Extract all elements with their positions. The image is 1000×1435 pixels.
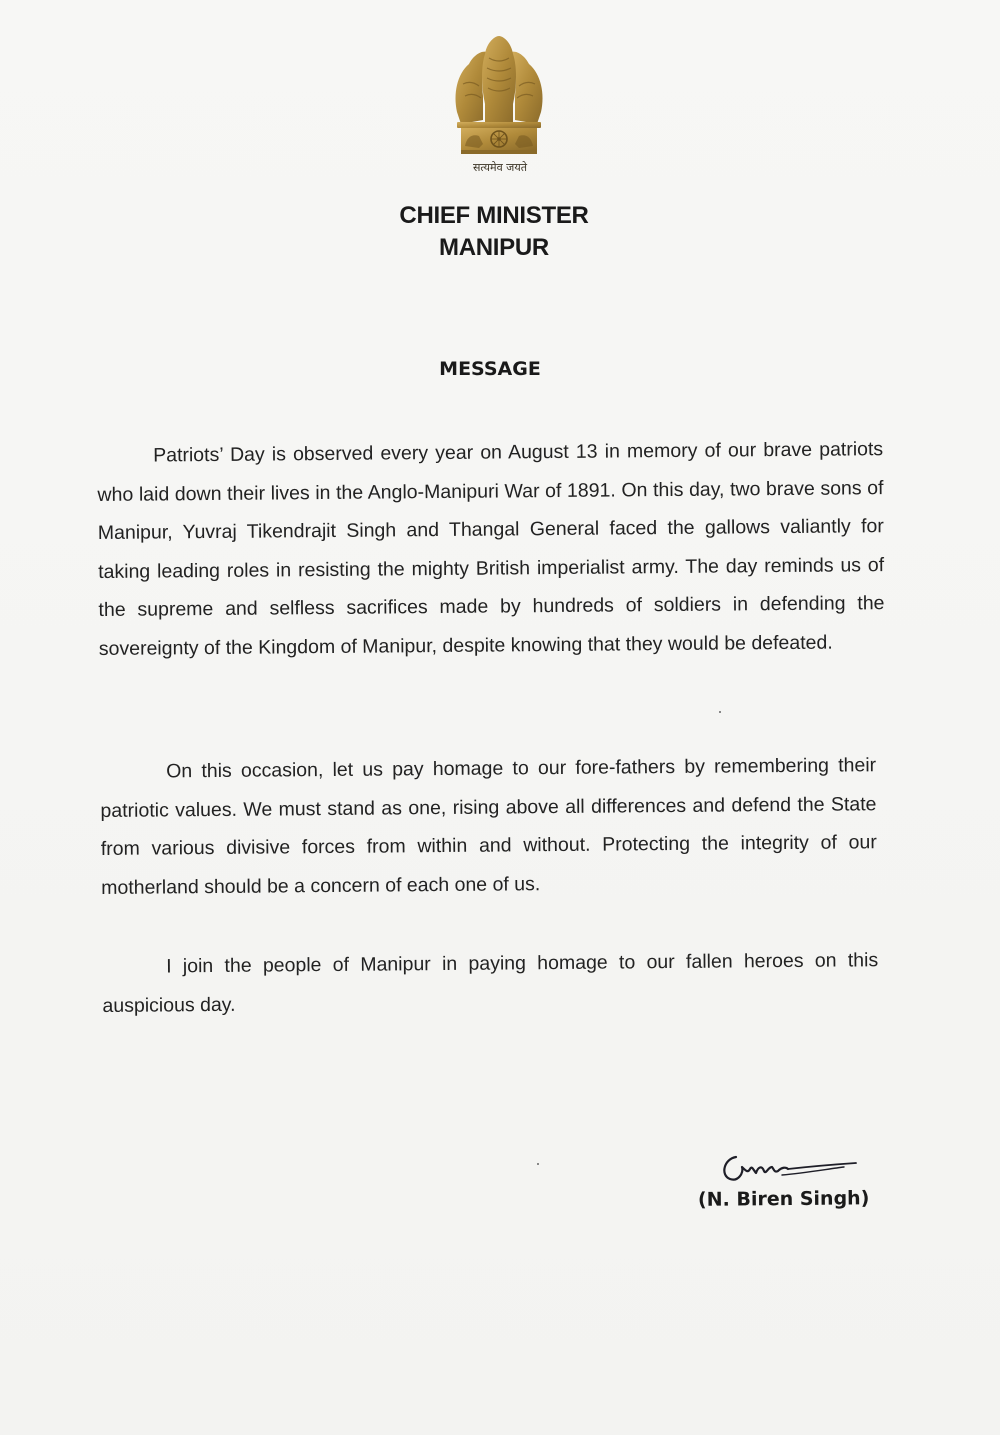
office-title: CHIEF MINISTER — [399, 202, 589, 229]
office-state: MANIPUR — [439, 234, 549, 261]
message-paragraph-3: I join the people of Manipur in paying homage to our fallen heroes on this auspicious day. — [102, 949, 879, 1017]
paper-speck — [537, 1163, 539, 1165]
message-paragraph-2: On this occasion, let us pay homage to our fore-fathers by remembering their patriotic values. We must stand as one, rising above all differences and defend the State from various divisive forces from within and without. Protecting the integrity of our motherland should be a concern of each one of us. — [100, 754, 877, 899]
emblem-motto: सत्यमेव जयते — [472, 161, 527, 174]
handwritten-signature — [716, 1145, 866, 1191]
signatory-name: (N. Biren Singh) — [697, 1187, 870, 1211]
paper-speck — [719, 711, 721, 713]
message-paragraph-1: Patriots’ Day is observed every year on August 13 in memory of our brave patriots who laid down their lives in the Anglo-Manipuri War of 1891. On this day, two brave sons of Manipur, Yuvraj Tikendrajit Singh and Thangal General faced the gallows valiantly for taking leading roles in resisting the mighty British imperialist army. The day reminds us of the supreme and selfless sacrifices made by hundreds of soldiers in defending the sovereignty of the Kingdom of Manipur, despite knowing that they would be defeated. — [97, 438, 885, 660]
message-heading: MESSAGE — [439, 358, 541, 380]
